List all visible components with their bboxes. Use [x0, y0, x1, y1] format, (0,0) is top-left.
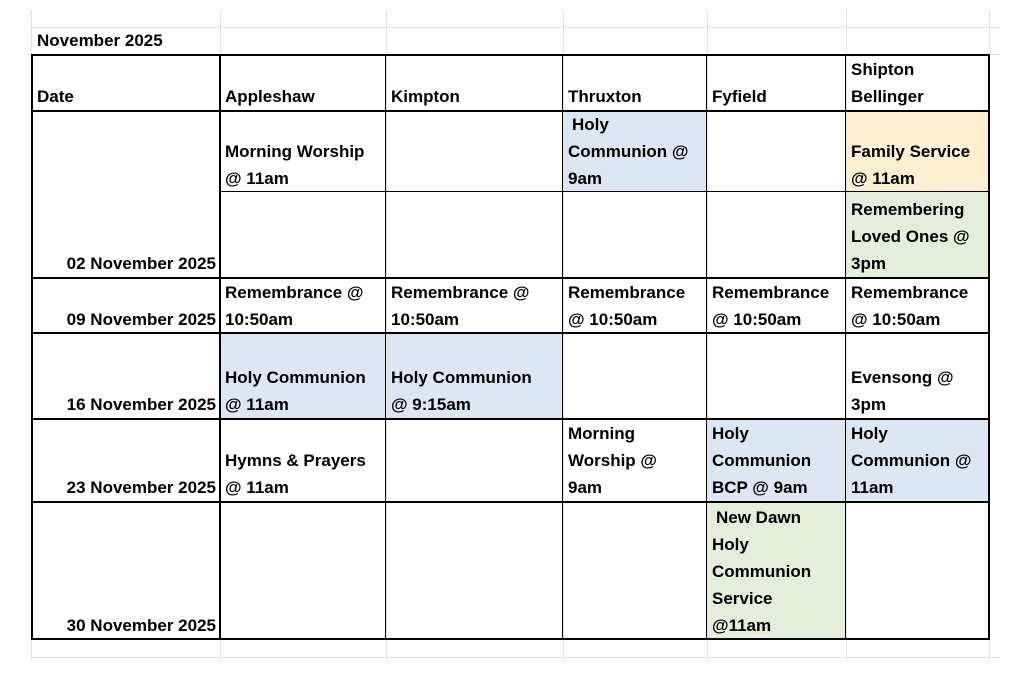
- service-cell-nov30-fyfield: New Dawn Holy Communion Service @11am: [708, 502, 846, 639]
- border-line: [219, 54, 221, 640]
- border-line: [31, 110, 990, 112]
- border-line: [988, 54, 990, 640]
- border-line: [706, 54, 707, 640]
- border-line: [220, 191, 990, 192]
- border-line: [31, 501, 990, 503]
- service-cell-nov23-thruxton: Morning Worship @ 9am: [568, 424, 657, 497]
- date-cell-nov09: 09 November 2025: [66, 310, 216, 329]
- service-cell-nov16-shipton-bellinger: Evensong @ 3pm: [851, 368, 954, 414]
- date-cell-nov23: 23 November 2025: [66, 478, 216, 497]
- border-line: [31, 332, 990, 334]
- border-line: [31, 638, 990, 640]
- service-cell-nov09-shipton-bellinger: Remembrance @ 10:50am: [851, 283, 969, 329]
- date-cell-nov16: 16 November 2025: [66, 395, 216, 414]
- gridline: [30, 657, 1000, 658]
- service-cell-nov02-shipton-bellinger: Family Service @ 11am: [847, 111, 988, 192]
- border-line: [31, 54, 990, 56]
- service-cell-nov02-shipton-bellinger-2: Remembering Loved Ones @ 3pm: [847, 192, 988, 277]
- header-kimpton: Kimpton: [391, 87, 460, 106]
- service-cell-nov09-kimpton: Remembrance @ 10:50am: [391, 283, 530, 329]
- date-cell-nov02: 02 November 2025: [66, 254, 216, 273]
- border-line: [31, 54, 33, 640]
- service-cell-nov16-kimpton: Holy Communion @ 9:15am: [387, 333, 563, 418]
- header-shipton-bellinger: Shipton Bellinger: [851, 60, 924, 106]
- service-cell-nov09-thruxton: Remembrance @ 10:50am: [568, 283, 686, 329]
- header-thruxton: Thruxton: [568, 87, 642, 106]
- service-cell-nov02-appleshaw: Morning Worship @ 11am: [225, 142, 365, 188]
- border-line: [845, 54, 846, 640]
- sheet-title: November 2025: [37, 31, 163, 50]
- service-cell-nov02-thruxton: Holy Communion @ 9am: [564, 111, 707, 191]
- service-cell-nov16-appleshaw: Holy Communion @ 11am: [221, 333, 386, 418]
- service-cell-nov09-appleshaw: Remembrance @ 10:50am: [225, 283, 364, 329]
- service-cell-nov09-fyfield: Remembrance @ 10:50am: [712, 283, 830, 329]
- border-line: [385, 54, 386, 640]
- border-line: [31, 277, 990, 279]
- border-line: [31, 418, 990, 420]
- date-cell-nov30: 30 November 2025: [66, 616, 216, 635]
- service-cell-nov23-appleshaw: Hymns & Prayers @ 11am: [225, 451, 366, 497]
- border-line: [562, 54, 563, 640]
- header-date: Date: [37, 87, 74, 106]
- service-cell-nov23-fyfield: Holy Communion BCP @ 9am: [708, 419, 846, 501]
- header-appleshaw: Appleshaw: [225, 87, 315, 106]
- gridline: [30, 27, 1000, 28]
- service-cell-nov23-shipton-bellinger: Holy Communion @ 11am: [847, 419, 988, 501]
- header-fyfield: Fyfield: [712, 87, 767, 106]
